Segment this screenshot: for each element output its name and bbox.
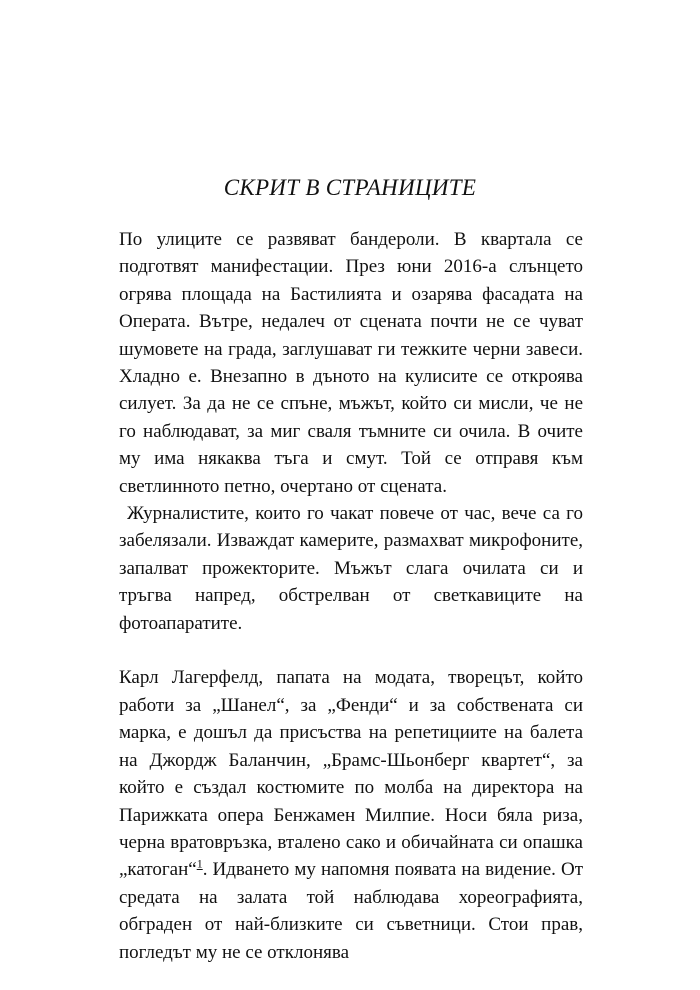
paragraph-2: Журналистите, които го чакат повече от час, вече са го забелязали. Изваждат камерите, размахват микрофоните, запалват прожекторите. Мъжът слага очилата си и тръгва напред, обстрелван от светкавиците на фотоапаратите. — [119, 503, 583, 634]
footnote-reference-link[interactable]: 1 — [196, 857, 203, 871]
paragraph-3 — [119, 664, 583, 965]
paragraph-1: По улиците се развяват бандероли. В квартала се подготвят манифестации. През юни 2016-а слънцето огрява площада на Бастилията и озарява фасадата на Операта. Вътре, недалеч от сцената почти не се чуват шумовете на града, заглушават ги тежките черни завеси. Хладно е. Внезапно в дъното на кулисите се откроява силует. За да не се спъне, мъжът, който си мисли, че не го наблюдават, за миг сваля тъмните си очила. В очите му има някаква тъга и смут. Той се отправя към светлинното петно, очертано от сцената. — [119, 229, 583, 497]
chapter-title: СКРИТ В СТРАНИЦИТЕ — [223, 175, 477, 200]
paragraph-3-tail: . Идването му напомня появата на видение. От средата на залата той наблюдава хореографията, обграден от най-близките си съветници. Стои прав, погледът му не се отклонява — [119, 859, 583, 963]
paragraph-gap — [119, 637, 583, 664]
paragraph-3-text: Карл Лагерфелд, папата на модата, творецът, който работи за „Шанел“, за „Фенди“ и за собствената си марка, е дошъл да присъства на репетициите на балета на Джордж Баланчин, „Брамс-Шьонберг квартет“, за който е създал костюмите по молба на директора на Парижката опера Бенжамен Милпие. Носи бяла риза, черна вратовръзка, вталено сако и обичайната си опашка „катоган“ — [119, 667, 583, 881]
body-text — [119, 226, 583, 966]
